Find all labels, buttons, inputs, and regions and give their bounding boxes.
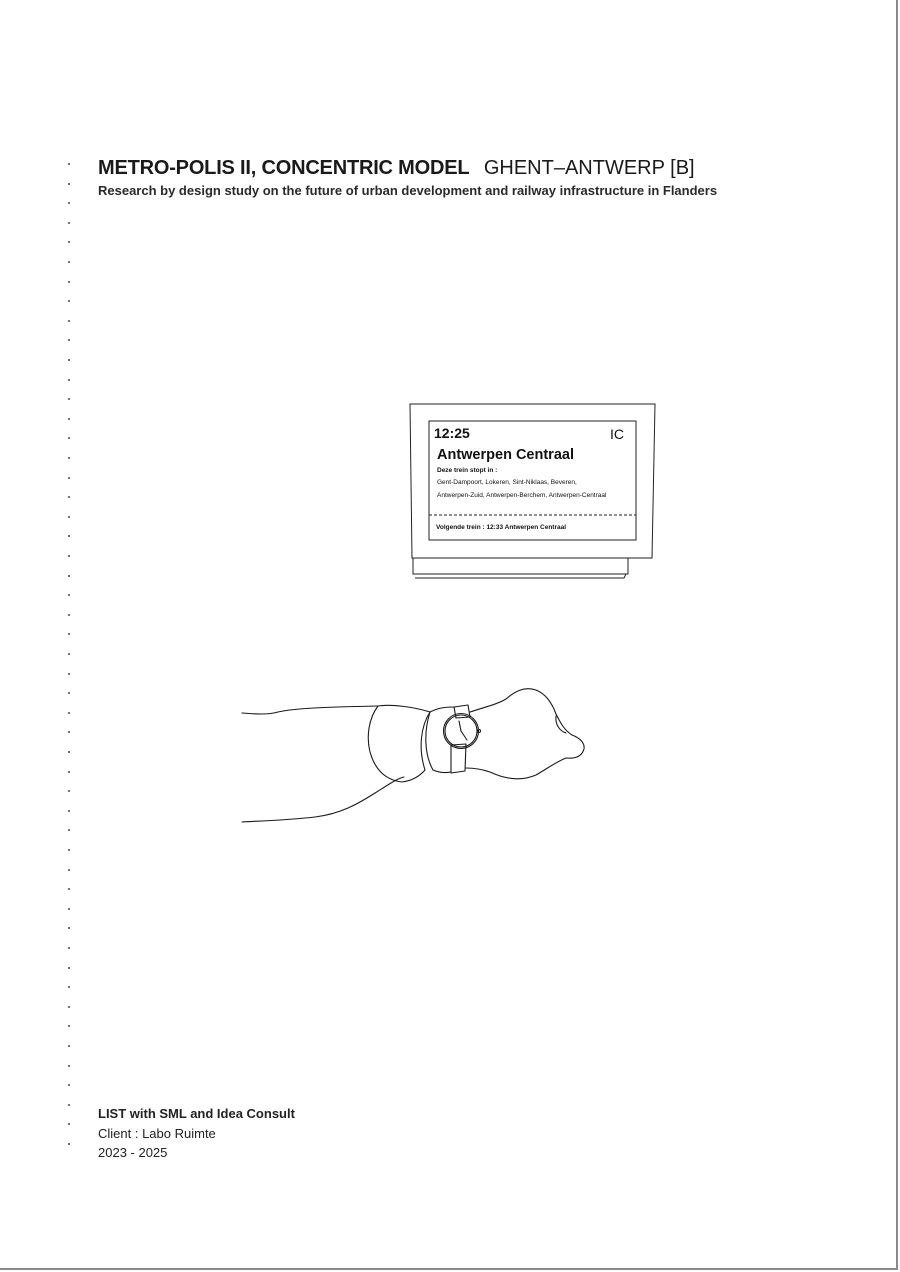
document-location: GHENT–ANTWERP [B] xyxy=(483,157,695,179)
cuff-inner xyxy=(426,712,433,770)
credits-years: 2023 - 2025 xyxy=(98,1145,168,1160)
arm-with-watch xyxy=(242,689,584,822)
document-title: METRO-POLIS II, CONCENTRIC MODEL xyxy=(98,157,470,179)
cuff xyxy=(368,705,430,782)
board-time: 12:25 xyxy=(434,425,470,441)
board-stops-line2: Antwerpen-Zuid, Antwerpen-Berchem, Antwerpen-Centraal xyxy=(437,492,607,499)
board-next-train: Volgende trein : 12:33 Antwerpen Centraal xyxy=(436,524,567,531)
board-base-shadow xyxy=(414,574,626,578)
forearm-bottom xyxy=(433,770,451,773)
credits xyxy=(98,1104,295,1163)
forearm-top xyxy=(466,689,584,779)
wrist-top xyxy=(430,707,455,712)
credits-client: Client : Labo Ruimte xyxy=(98,1125,216,1141)
board-train-type: IC xyxy=(610,426,624,442)
board-stops-line1: Gent-Dampoort, Lokeren, Sint-Niklaas, Beveren, xyxy=(437,479,577,486)
credits-team: LIST with SML and Idea Consult xyxy=(98,1106,295,1121)
watch-hour-hand xyxy=(459,721,461,731)
knuckle-line xyxy=(556,716,566,733)
sleeve-bottom xyxy=(242,777,404,822)
document-subtitle: Research by design study on the future of urban development and railway infrastructure in Flanders xyxy=(98,183,718,198)
sleeve-top xyxy=(242,706,378,714)
watch-minute-hand xyxy=(461,731,467,740)
board-base xyxy=(413,558,628,574)
board-stops-intro: Deze trein stopt in : xyxy=(437,467,498,474)
board-destination: Antwerpen Centraal xyxy=(437,447,574,463)
